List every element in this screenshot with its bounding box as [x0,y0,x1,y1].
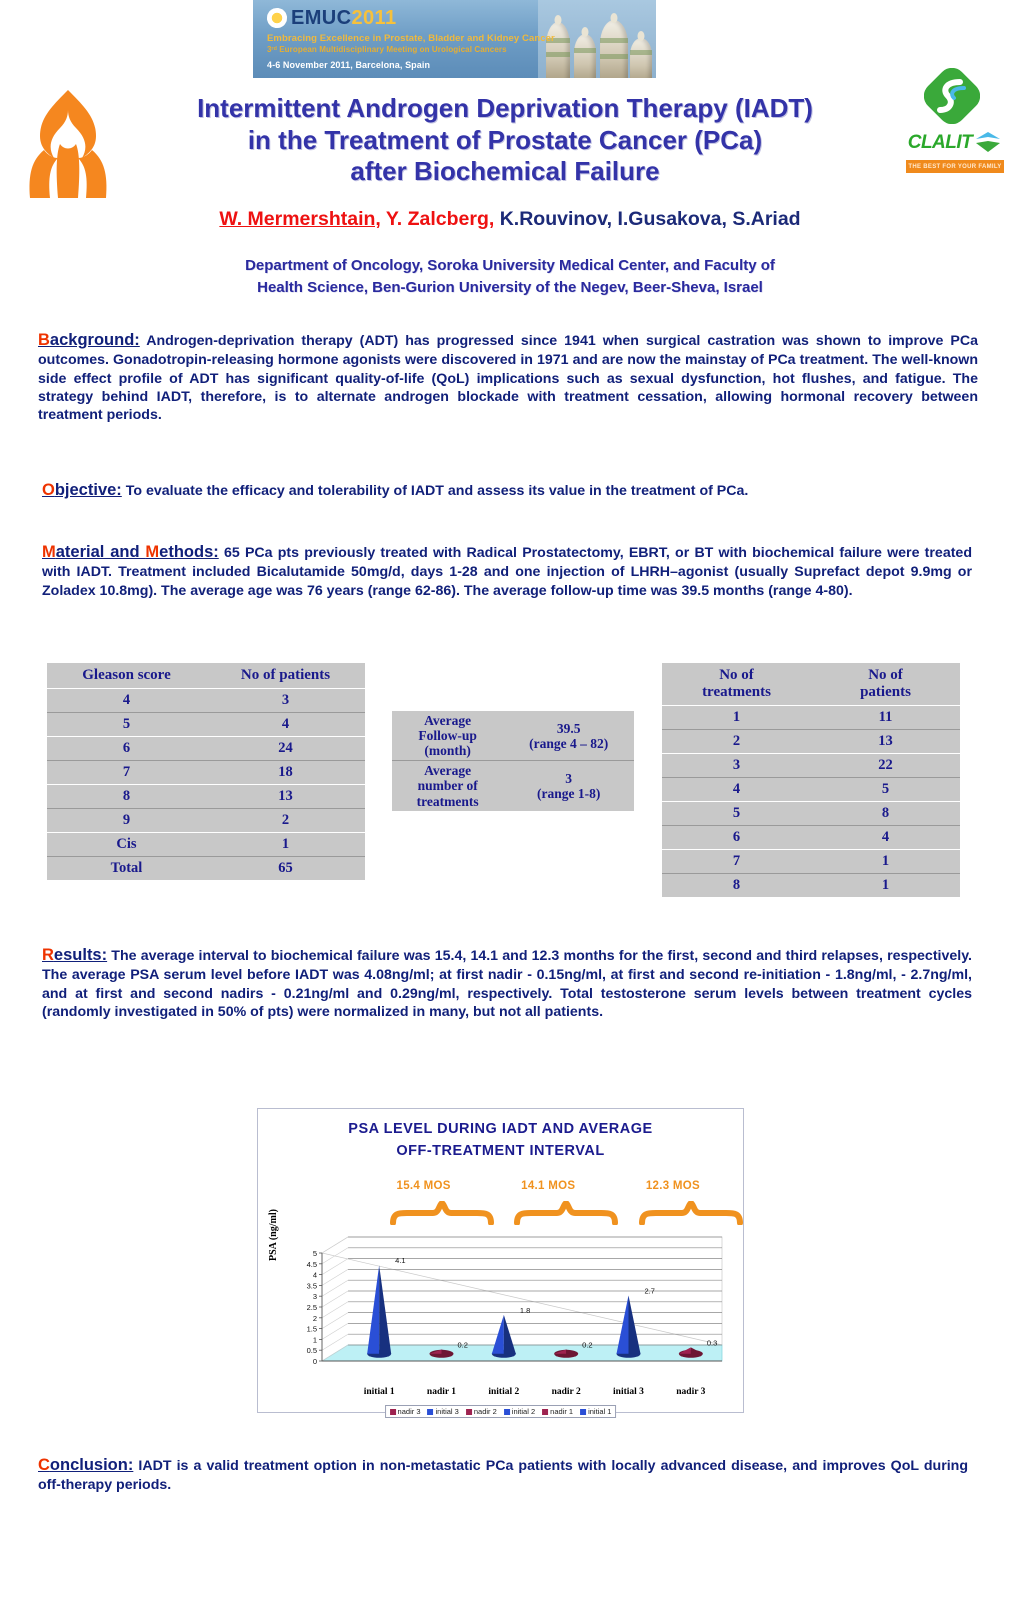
table-cell: 3 [206,689,365,713]
legend-swatch [427,1409,433,1415]
chart-x-axis-labels [276,1387,728,1403]
author-primary: W. Mermershtain, [219,208,381,230]
page-title [110,93,900,188]
table-row [662,777,960,801]
table-cell: 3 [662,753,811,777]
table-cell: 8 [662,873,811,897]
results-heading-cap: R [42,946,54,964]
emuc-banner [253,0,656,78]
table-row [662,753,960,777]
table-cell: 6 [47,737,206,761]
table-cell: 6 [662,825,811,849]
chart-x-label: initial 3 [613,1387,644,1397]
chart-y-tick-label: 0.5 [306,1346,317,1356]
avg-followup-label: Average Follow-up (month) [392,711,503,761]
legend-item [427,1407,458,1416]
title-line-3: after Biochemical Failure [350,156,660,187]
table-cell: 5 [662,801,811,825]
table-cell: 4 [47,689,206,713]
chart-y-tick-label: 1 [312,1335,317,1345]
objective-body: To evaluate the efficacy and tolerability of IADT and assess its value in the treatment of PCa. [121,483,749,499]
table-cell: 65 [206,857,365,881]
section-background [38,330,978,425]
chart-interval-label: 14.1 MOS [521,1180,576,1192]
chart-cone-left [367,1265,379,1354]
table-cell: 5 [47,713,206,737]
table-cell: 7 [662,849,811,873]
table-row [47,809,365,833]
clalit-word-text: CLALIT [907,132,973,153]
section-conclusion [38,1455,968,1495]
table-cell: 1 [662,705,811,729]
legend-swatch [390,1409,396,1415]
chart-x-label: nadir 2 [551,1387,581,1397]
emuc-logo [267,8,397,28]
clalit-mark [924,68,980,124]
banner-tagline-1: Embracing Excellence in Prostate, Bladder and Kidney Cancer [267,33,555,44]
table-row [392,711,634,761]
legend-label: initial 3 [435,1407,459,1416]
methods-heading-cap: M [42,543,56,561]
table-cell: 9 [47,809,206,833]
legend-item [390,1407,421,1416]
table-cell: 4 [811,825,960,849]
table-cell: 5 [811,777,960,801]
chart-depth-line [322,1291,348,1307]
table-cell: 22 [811,753,960,777]
legend-swatch [466,1409,472,1415]
averages-table [392,710,634,811]
legend-item [580,1407,611,1416]
col-no-of-treatments: No of treatments [702,667,771,700]
background-body: Androgen-deprivation therapy (ADT) has progressed since 1941 when surgical castration was shown to improve PCa outcomes. Gonadotropin-releasing hormone agonists were discovered in 1971 and are now the mainstay of PCa treatment. The well-known side effect profile of ADT has significant quality-of-life (QoL) implications such as sexual dysfunction, hot flushes, and fatigue. The strategy behind IADT, therefore, is to alternate androgen blockade with treatment cessation, allowing hormonal recovery between treatment periods. [38,333,978,424]
chart-y-tick-label: 1.5 [306,1324,317,1334]
col-no-of-patients: No of patients [860,667,911,700]
chart-plot-area [268,1209,728,1379]
chart-y-axis-label: PSA (ng/ml) [268,1209,279,1261]
chart-depth-line [322,1323,348,1339]
methods-heading-cap2: M [145,543,160,561]
methods-heading2: ethods: [159,543,219,561]
legend-label: nadir 1 [550,1407,574,1416]
objective-heading-cap: O [42,481,55,499]
clalit-chevron-icon [974,130,1002,156]
section-results [42,945,972,1021]
table-header-row [662,663,960,705]
table-cell: Cis [47,833,206,857]
title-line-1: Intermittent Androgen Deprivation Therapy (IADT) [197,93,813,123]
title-line-2: in the Treatment of Prostate Cancer (PCa) [247,124,763,155]
avg-followup-value: 39.5 (range 4 – 82) [503,711,634,761]
sun-icon [267,8,287,28]
results-body: The average interval to biochemical failure was 15.4, 14.1 and 12.3 months for the first, second and third relapses, respectively. The average PSA serum level before IADT was 4.08ng/ml; at first nadir - 0.15ng/ml, at first and second re-initiation - 1.8ng/ml, - 2.7ng/ml, and at first and second nadirs - 0.21ng/ml and 0.29ng/ml, respectively. Total testosterone serum levels between treatment cycles (randomly investigated in 50% of pts) were normalized in many, but not all patients. [42,948,972,1020]
table-cell: 2 [206,809,365,833]
chart-legend [385,1405,617,1418]
conclusion-body: IADT is a valid treatment option in non-metastatic PCa patients with locally advanced disease, and improves QoL during off-therapy periods. [38,1458,968,1494]
methods-body: 65 PCa pts previously treated with Radical Prostatectomy, EBRT, or BT with biochemical failure were treated with IADT. Treatment included Bicalutamide 50mg/d, days 1-28 and one injection of LHRH–agonist (usually Suprefact depot 9.9mg or Zoladex 10.8mg). The average age was 76 years (range 62-86). The average follow-up time was 39.5 months (range 4-80). [42,545,972,599]
table-cell: Total [47,857,206,881]
spire-icon [630,38,652,78]
chart-brace-icon [389,1201,495,1225]
chart-data-label: 0.3 [706,1338,718,1348]
chart-x-label: nadir 3 [676,1387,706,1397]
chart-cone-right [379,1265,391,1354]
chart-interval-label: 12.3 MOS [645,1180,701,1192]
table-row [662,849,960,873]
chart-x-label: nadir 1 [426,1387,457,1397]
legend-label: nadir 3 [397,1407,421,1416]
table-cell: 24 [206,737,365,761]
affiliation-line-1: Department of Oncology, Soroka University Medical Center, and Faculty of [245,257,775,274]
legend-label: initial 2 [511,1407,536,1416]
author-list [90,208,930,231]
table-cell: 8 [811,801,960,825]
legend-item [542,1407,573,1416]
methods-heading: aterial and [55,543,146,561]
author-second: Y. Zalcberg, [385,208,495,230]
legend-swatch [504,1409,510,1415]
spire-icon [574,34,596,78]
table-row [662,801,960,825]
table-row [47,833,365,857]
clalit-tagline: THE BEST FOR YOUR FAMILY [906,160,1004,173]
chart-brace-icon [513,1201,619,1225]
emuc-logo-text: EMUC [291,7,352,29]
chart-y-tick-label: 2 [312,1313,317,1323]
ben-gurion-university-logo [22,88,114,200]
chart-annotations [258,1180,743,1198]
avg-treatments-label: Average number of treatments [392,761,503,811]
table-row [662,873,960,897]
table-cell: 2 [662,729,811,753]
chart-title-line-1: PSA LEVEL DURING IADT AND AVERAGE [348,1121,653,1137]
table-row [392,761,634,811]
conclusion-heading-cap: C [38,1456,50,1474]
psa-chart [257,1108,744,1416]
gleason-score-table [47,663,365,880]
table-cell: 13 [206,785,365,809]
table-cell: 1 [811,873,960,897]
legend-swatch [580,1409,586,1415]
legend-item [504,1407,535,1416]
table-row [662,825,960,849]
author-rest: K.Rouvinov, I.Gusakova, S.Ariad [499,208,801,230]
affiliation [110,255,910,299]
chart-x-label: initial 1 [363,1387,395,1397]
chart-interval-label: 15.4 MOS [396,1180,451,1192]
clalit-wordmark [900,128,1010,158]
table-cell: 13 [811,729,960,753]
chart-y-tick-label: 4 [312,1270,317,1280]
chart-brace-icon [638,1201,744,1225]
table-row [47,785,365,809]
emuc-logo-year: 2011 [351,7,397,29]
chart-depth-line [322,1280,348,1296]
chart-depth-line [322,1313,348,1329]
legend-item [466,1407,497,1416]
table-row [662,705,960,729]
table-row [47,689,365,713]
legend-label: nadir 2 [473,1407,497,1416]
table-row [47,857,365,881]
section-methods [42,542,972,600]
banner-tagline-2: 3ʳᵈ European Multidisciplinary Meeting on Urological Cancers [267,45,507,54]
table-cell: 1 [206,833,365,857]
chart-data-label: 4.1 [395,1256,406,1266]
table-cell: 4 [662,777,811,801]
objective-heading: bjective: [54,481,122,499]
table-row [47,737,365,761]
legend-label: initial 1 [588,1407,612,1416]
table-row [662,729,960,753]
avg-treatments-value: 3 (range 1-8) [503,761,634,811]
chart-y-tick-label: 3.5 [306,1281,317,1291]
table-cell: 4 [206,713,365,737]
chart-y-tick-label: 5 [312,1249,317,1258]
background-heading: ackground: [49,331,140,349]
chart-data-label: 0.2 [457,1340,468,1350]
chart-x-label: initial 2 [488,1387,520,1397]
spire-icon [600,20,628,78]
chart-title [258,1118,743,1163]
treatments-table [662,663,960,897]
chart-title-line-2: OFF-TREATMENT INTERVAL [396,1143,605,1160]
chart-data-label: 2.7 [644,1286,655,1296]
chart-y-tick-label: 0 [312,1357,317,1366]
chart-braces [258,1201,743,1227]
results-heading: esults: [53,946,108,964]
chart-depth-line [322,1269,348,1285]
table-header-row [47,663,365,689]
table-cell: 18 [206,761,365,785]
table-row [47,713,365,737]
chart-data-label: 0.2 [582,1340,593,1350]
table-cell: 8 [47,785,206,809]
section-objective [42,480,972,501]
banner-date-location: 4-6 November 2011, Barcelona, Spain [267,60,431,70]
chart-y-tick-label: 2.5 [306,1303,317,1312]
table-cell: 11 [811,705,960,729]
table-cell: 7 [47,761,206,785]
affiliation-line-2: Health Science, Ben-Gurion University of the Negev, Beer-Sheva, Israel [257,278,763,296]
col-gleason-score: Gleason score [82,667,171,683]
chart-depth-line [322,1302,348,1318]
chart-data-label: 1.8 [519,1305,531,1315]
background-heading-cap: B [38,331,50,349]
chart-y-tick-label: 3 [312,1292,317,1302]
chart-y-tick-label: 4.5 [306,1259,317,1269]
clalit-logo-group [900,68,1010,190]
table-cell: 1 [811,849,960,873]
table-row [47,761,365,785]
chart-depth-line [322,1259,348,1275]
legend-swatch [542,1409,548,1415]
col-no-of-patients: No of patients [240,667,331,683]
conclusion-heading: onclusion: [49,1456,134,1474]
